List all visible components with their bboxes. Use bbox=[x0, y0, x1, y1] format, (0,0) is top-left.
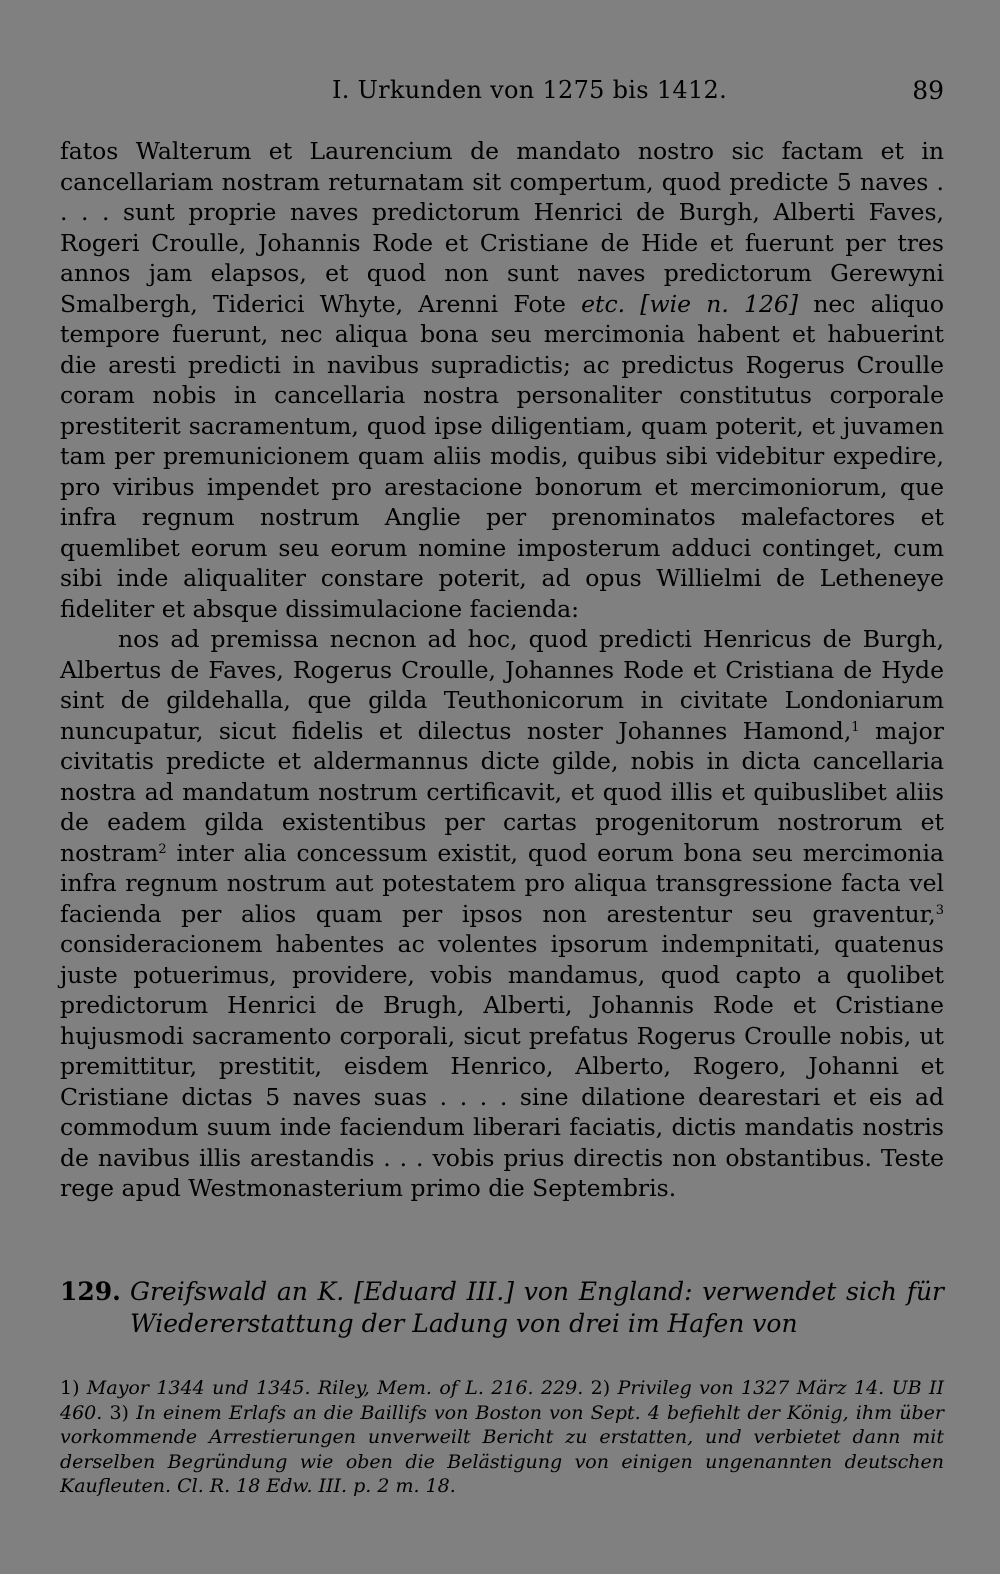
footnote-text-2: Privileg von 1327 März 14. UB II 460. bbox=[60, 1377, 944, 1424]
text-run: inter alia concessum existit, quod eorum bona seu mercimonia infra regnum nostrum aut potestatem pro aliqua transgressione facta vel facienda per alios quam per ipsos non arestentur seu graventur, bbox=[60, 838, 944, 928]
page-number: 89 bbox=[912, 76, 944, 105]
footnote-number-3: 3) bbox=[109, 1401, 129, 1424]
footnote-number-2: 2) bbox=[590, 1377, 611, 1399]
text-run: fatos Walterum et Laurencium de mandato nostro sic factam et in cancellariam nostram returnatam sit compertum, quod predicte 5 naves . . . . sunt proprie naves predictorum Henrici de Burgh, Alberti Faves, Rogeri Croulle, Johannis Rode et Cristiane de Hide et fuerunt per tres annos jam elapsos, et quod non sunt naves predictorum Gerewyni Smalbergh, Tiderici Whyte, Arenni Fote bbox=[60, 137, 944, 318]
etc-abbreviation: etc. bbox=[581, 289, 626, 318]
footnote-marker-1: 1 bbox=[851, 719, 860, 735]
paragraph-mandate bbox=[60, 624, 944, 1204]
running-title: I. Urkunden von 1275 bis 1412. bbox=[332, 76, 728, 104]
paragraph-continuation bbox=[60, 136, 944, 624]
main-text bbox=[60, 136, 944, 1204]
text-run: major civitatis predicte et aldermannus dicte gilde, nobis in dicta cancellaria nostra ad mandatum nostrum certificavit, et quod illis et quibuslibet aliis de eadem gilda existentibus per cartas progenitorum nostrorum et nostram bbox=[60, 716, 944, 867]
footnote-number-1: 1) bbox=[60, 1377, 80, 1399]
page-header bbox=[60, 76, 944, 110]
text-run: nec aliquo tempore fuerunt, nec aliqua bona seu mercimonia habent et habuerint die aresti predicti in navibus supradictis; ac predictus Rogerus Croulle coram nobis in cancellaria nostra personaliter constitutus corporale prestiterit sacramentum, quod ipse diligentiam, quam poterit, et juvamen tam per premunicionem quam aliis modis, quibus sibi videbitur expedire, pro viribus impendet pro arestacione bonorum et mercimoniorum, que infra regnum nostrum Anglie per prenominatos malefactores et quemlibet eorum seu eorum nomine imposterum adduci continget, cum sibi inde aliqualiter constare poterit, ad opus Willielmi de Letheneye fideliter et absque dissimulacione facienda: bbox=[60, 289, 944, 623]
footnote-text-1: Mayor 1344 und 1345. Riley, Mem. of L. 216. 229. bbox=[86, 1377, 584, 1399]
entry-number: 129. bbox=[60, 1277, 121, 1306]
footnote-marker-3: 3 bbox=[935, 902, 944, 918]
text-run: consideracionem habentes ac volentes ipsorum indempnitati, quatenus juste potuerimus, providere, vobis mandamus, quod capto a quolibet predictorum Henrici de Brugh, Alberti, Johannis Rode et Cristiane hujusmodi sacramento corporali, sicut prefatus Rogerus Croulle nobis, ut premittitur, prestitit, eisdem Henrico, Alberto, Rogero, Johanni et Cristiane dictas 5 naves suas . . . . sine dilatione dearestari et eis ad commodum suum inde faciendum liberari faciatis, dictis mandatis nostris de navibus illis arestandis . . . vobis prius directis non obstantibus. Teste rege apud Westmonasterium primo die Septembris. bbox=[60, 930, 944, 1202]
editorial-cross-reference: [wie n. 126] bbox=[640, 289, 799, 318]
footnote-marker-2: 2 bbox=[158, 841, 167, 857]
footnote-text-3: In einem Erlafs an die Baillifs von Boston von Sept. 4 befiehlt der König, ihm über vorkommende Arrestierungen unverweilt Bericht zu erstatten, und verbietet dann mit derselben Begründung wie oben die Belästigung von einigen ungenannten deutschen Kaufleuten. Cl. R. 18 Edw. III. p. 2 m. 18. bbox=[60, 1401, 944, 1497]
footnotes bbox=[60, 1376, 944, 1499]
entry-title: Greifswald an K. [Eduard III.] von England: verwendet sich für Wiedererstattung der Ladung von drei im Hafen von bbox=[130, 1277, 944, 1338]
document-entry-heading bbox=[60, 1276, 944, 1340]
text-run: nos ad premissa necnon ad hoc, quod predicti Henricus de Burgh, Albertus de Faves, Rogerus Croulle, Johannes Rode et Cristiana de Hyde sint de gildehalla, que gilda Teuthonicorum in civitate Londoniarum nuncupatur, sicut fidelis et dilectus noster Johannes Hamond, bbox=[60, 625, 944, 745]
